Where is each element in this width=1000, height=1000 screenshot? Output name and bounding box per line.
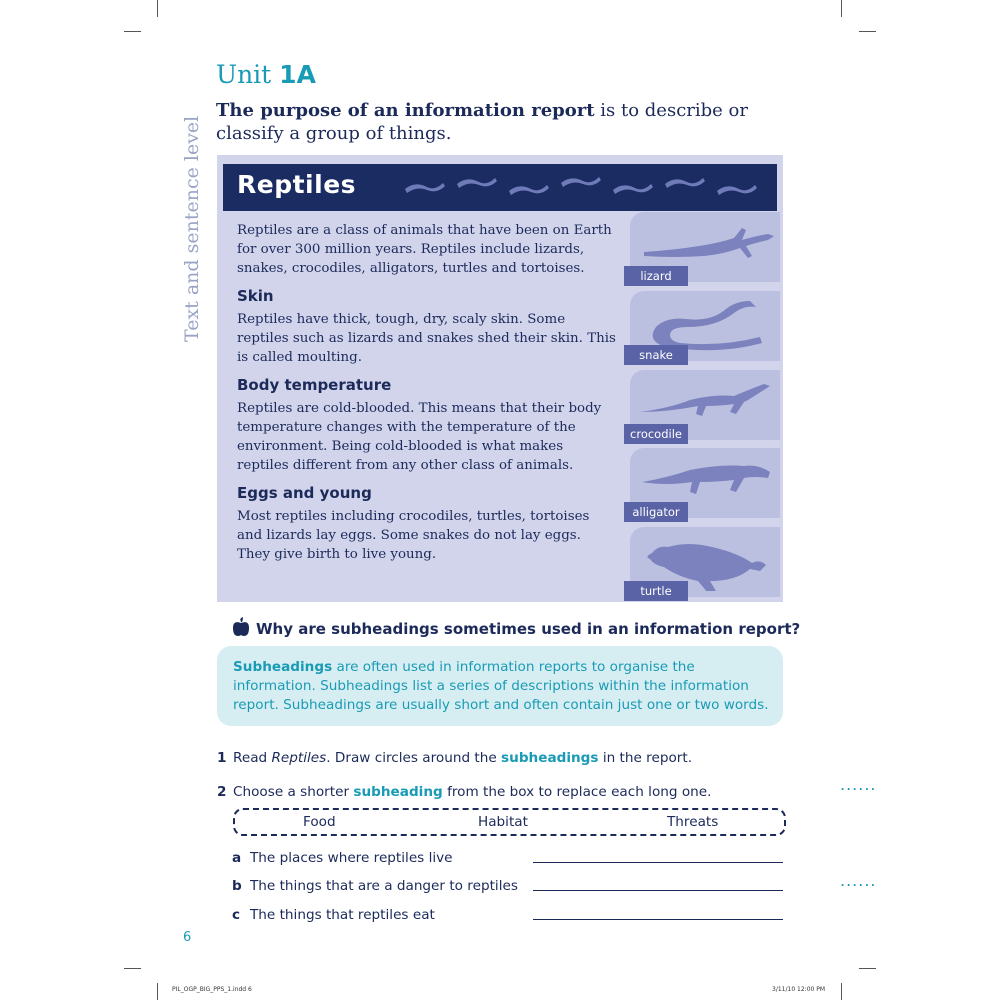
slug-date: 3/11/10 12:00 PM (772, 986, 826, 993)
subheading-skin: Skin (237, 287, 274, 305)
word-box (233, 808, 786, 836)
item-a-letter: a (232, 850, 242, 866)
report-title: Reptiles (237, 170, 357, 199)
question-text: Why are subheadings sometimes used in an information report? (256, 620, 801, 638)
answer-line-c[interactable] (533, 919, 783, 920)
answer-bold: Subheadings (233, 659, 333, 675)
subheading-body-temperature: Body temperature (237, 376, 392, 394)
exercise-2 (217, 784, 711, 800)
exercise-1 (217, 750, 692, 766)
page-number: 6 (183, 930, 192, 945)
crop-mark (859, 31, 876, 32)
report-panel (217, 155, 783, 602)
exercise-1-mid: . Draw circles around the (326, 750, 502, 766)
crocodile-card (630, 370, 780, 440)
crocodile-icon (636, 374, 776, 429)
item-c-text: The things that reptiles eat (250, 907, 435, 923)
dots-marker: ...... (840, 775, 877, 794)
turtle-card (630, 527, 780, 597)
item-c (232, 907, 435, 923)
section-body-temperature-text: Reptiles are cold-blooded. This means that their body temperature changes with the temperature of the environment. Being cold-blooded is what makes reptiles different from any other class of animals. (237, 401, 602, 473)
exercise-2-pre: Choose a shorter (233, 784, 354, 800)
crop-mark (841, 983, 842, 1000)
alligator-label: alligator (624, 502, 688, 522)
report-banner (223, 164, 777, 211)
apple-icon (232, 617, 250, 637)
answer-line-b[interactable] (533, 890, 783, 891)
subheading-eggs-and-young: Eggs and young (237, 484, 372, 502)
alligator-icon (636, 452, 776, 507)
word-habitat: Habitat (478, 814, 528, 830)
snake-label: snake (624, 345, 688, 365)
answer-text (233, 658, 773, 715)
lizard-icon (636, 216, 776, 271)
exercise-2-highlight: subheading (353, 784, 443, 800)
item-b-letter: b (232, 878, 242, 894)
exercise-1-pre: Read (233, 750, 272, 766)
exercise-1-number: 1 (217, 750, 227, 766)
item-b (232, 878, 518, 894)
lizard-card (630, 212, 780, 282)
answer-box (217, 646, 783, 726)
exercise-1-post: in the report. (598, 750, 693, 766)
crop-mark (157, 983, 158, 1000)
alligator-card (630, 448, 780, 518)
slug-file: PIL_OGP_BIG_PPS_1.indd 6 (172, 986, 252, 993)
crop-mark (124, 31, 141, 32)
dots-marker: ...... (840, 871, 877, 890)
item-b-text: The things that are a danger to reptiles (250, 878, 518, 894)
section-skin-text: Reptiles have thick, tough, dry, scaly skin. Some reptiles such as lizards and snakes shed their skin. This is called moulting. (237, 312, 616, 365)
answer-rest: are often used in information reports to organise the information. Subheadings list a series of descriptions within the information report. Subheadings are usually short and often contain just one or two words. (233, 659, 769, 713)
item-c-letter: c (232, 907, 241, 923)
word-food: Food (303, 814, 336, 830)
report-intro: Reptiles are a class of animals that have been on Earth for over 300 million years. Reptiles include lizards, snakes, crocodiles, alligators, turtles and tortoises. (237, 223, 612, 276)
crop-mark (157, 0, 158, 17)
intro-bold: The purpose of an information report (216, 100, 595, 121)
exercise-2-post: from the box to replace each long one. (442, 784, 712, 800)
intro-rest: is to describe or classify a group of things. (216, 100, 748, 144)
question (256, 620, 800, 638)
exercise-1-highlight: subheadings (501, 750, 599, 766)
unit-heading (216, 60, 316, 89)
unit-number: 1A (279, 60, 316, 89)
item-a (232, 850, 453, 866)
turtle-label: turtle (624, 581, 688, 601)
crop-mark (841, 0, 842, 17)
word-threats: Threats (667, 814, 719, 830)
lizard-label: lizard (624, 266, 688, 286)
crop-mark (124, 968, 141, 969)
crocodile-label: crocodile (624, 424, 688, 444)
lizard-pattern (395, 164, 775, 211)
side-label: Text and sentence level (181, 115, 203, 342)
intro-text (216, 99, 756, 145)
unit-prefix: Unit (216, 60, 272, 89)
answer-line-a[interactable] (533, 862, 783, 863)
section-eggs-and-young-text: Most reptiles including crocodiles, turtles, tortoises and lizards lay eggs. Some snakes do not lay eggs. They give birth to live young. (237, 509, 590, 562)
item-a-text: The places where reptiles live (250, 850, 453, 866)
exercise-2-number: 2 (217, 784, 227, 800)
crop-mark (859, 968, 876, 969)
snake-card (630, 291, 780, 361)
report-body (237, 221, 617, 564)
exercise-1-italic: Reptiles (271, 750, 327, 766)
